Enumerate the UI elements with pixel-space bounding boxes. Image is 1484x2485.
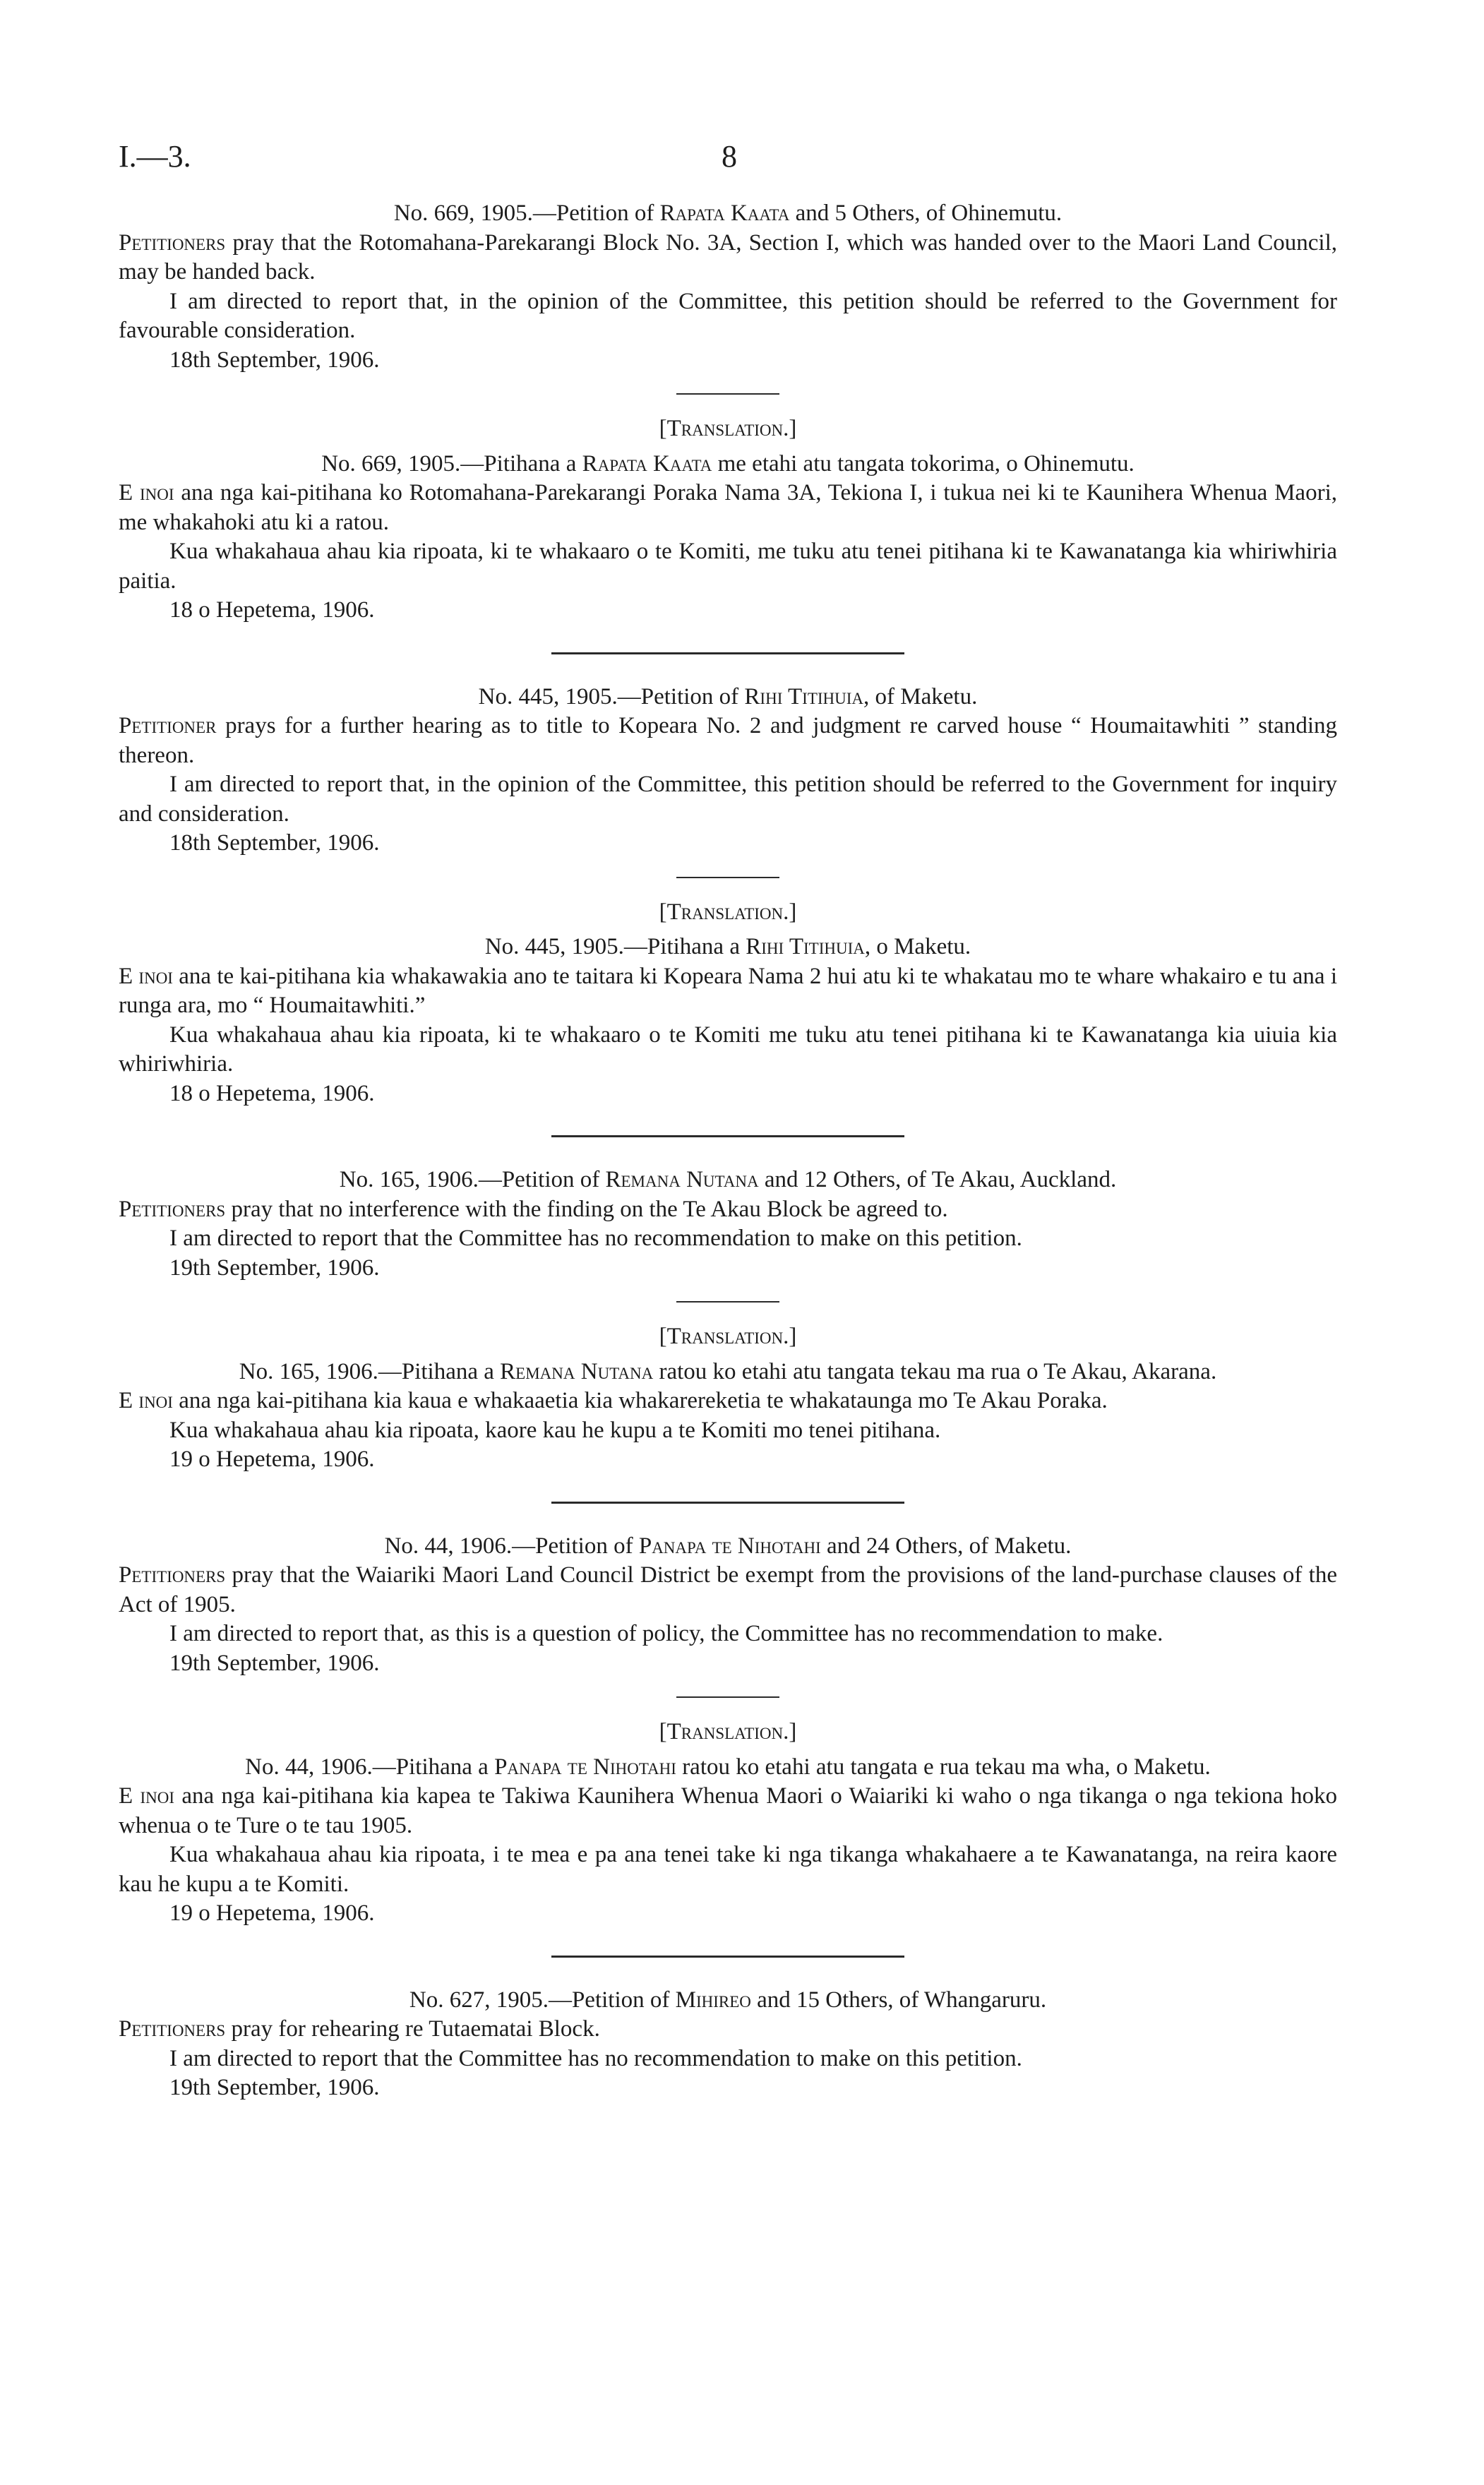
page-number: 8	[722, 139, 737, 174]
translation-prayer: E inoi ana nga kai-pitihana kia kapea te Takiwa Kaunihera Whenua Maori o Waiariki ki waho o nga tikanga o nga tekiona hoko whenua o te Ture o te tau 1905.	[119, 1783, 1337, 1838]
petition-prayer: Petitioners pray for rehearing re Tutaematai Block.	[119, 2016, 600, 2042]
petition-heading: No. 627, 1905.—Petition of Mihireo and 15 Others, of Whangaruru.	[409, 1987, 1047, 2013]
translation-heading: No. 165, 1906.—Pitihana a Remana Nutana ratou ko etahi atu tangata tekau ma rua o Te Akau, Akarana.	[239, 1358, 1217, 1384]
petition-44-section	[119, 1532, 1337, 1929]
translation-date: 18 o Hepetema, 1906.	[169, 597, 375, 623]
report-date: 19th September, 1906.	[169, 1650, 380, 1676]
translation-label: [Translation.]	[659, 899, 797, 925]
translation-prayer: E inoi ana nga kai-pitihana ko Rotomahana-Parekarangi Poraka Nama 3A, Tekiona I, i tukua nei ki te Kaunihera Whenua Maori, me whakahoki atu ki a ratou.	[119, 480, 1337, 535]
report-date: 19th September, 1906.	[169, 2075, 380, 2100]
short-divider	[676, 1696, 779, 1698]
section-divider	[551, 652, 904, 654]
paper-reference: I.—3.	[119, 139, 191, 174]
translation-heading: No. 445, 1905.—Pitihana a Rihi Titihuia, o Maketu.	[484, 934, 971, 959]
committee-report: I am directed to report that, as this is a question of policy, the Committee has no recommendation to make.	[169, 1621, 1163, 1646]
translation-report: Kua whakahaua ahau kia ripoata, i te mea e pa ana tenei take ki nga tikanga whakahaere a te Kawanatanga, na reira kaore kau he kupu a te Komiti.	[119, 1842, 1337, 1897]
translation-report: Kua whakahaua ahau kia ripoata, ki te whakaaro o te Komiti me tuku atu tenei pitihana ki te Kawanatanga kia uiuia kia whiriwhiria.	[119, 1022, 1337, 1077]
petition-heading: No. 669, 1905.—Petition of Rapata Kaata and 5 Others, of Ohinemutu.	[393, 200, 1063, 226]
translation-prayer: E inoi ana te kai-pitihana kia whakawakia ano te taitara ki Kopeara Nama 2 hui atu ki te whakatau mo te whare whakairo e tu ana i runga ara, mo “ Houmaitawhiti.”	[119, 963, 1338, 1018]
translation-heading: No. 44, 1906.—Pitihana a Panapa te Nihotahi ratou ko etahi atu tangata e rua tekau ma wha, o Maketu.	[245, 1754, 1211, 1780]
petitions-content	[119, 199, 1337, 2103]
short-divider	[676, 877, 779, 878]
petition-627-section	[119, 1986, 1337, 2103]
section-divider	[551, 1135, 904, 1137]
report-date: 19th September, 1906.	[169, 1255, 380, 1281]
committee-report: I am directed to report that, in the opinion of the Committee, this petition should be referred to the Government for inquiry and consideration.	[119, 772, 1337, 827]
translation-label: [Translation.]	[659, 416, 797, 441]
short-divider	[676, 1301, 779, 1303]
report-date: 18th September, 1906.	[169, 347, 380, 373]
translation-date: 18 o Hepetema, 1906.	[169, 1080, 375, 1106]
petition-heading: No. 165, 1906.—Petition of Remana Nutana and 12 Others, of Te Akau, Auckland.	[339, 1167, 1117, 1192]
committee-report: I am directed to report that the Committee has no recommendation to make on this petition.	[169, 2045, 1022, 2071]
translation-heading: No. 669, 1905.—Pitihana a Rapata Kaata me etahi atu tangata tokorima, o Ohinemutu.	[321, 450, 1135, 477]
section-divider	[551, 1956, 904, 1958]
short-divider	[676, 393, 779, 395]
petition-669-section	[119, 199, 1337, 625]
petition-prayer: Petitioners pray that no interference with the finding on the Te Akau Block be agreed to.	[119, 1196, 948, 1222]
translation-label: [Translation.]	[659, 1324, 797, 1349]
section-divider	[551, 1502, 904, 1504]
petition-445-section	[119, 683, 1337, 1109]
translation-report: Kua whakahaua ahau kia ripoata, kaore kau he kupu a te Komiti mo tenei pitihana.	[169, 1417, 941, 1443]
translation-report: Kua whakahaua ahau kia ripoata, ki te whakaaro o te Komiti, me tuku atu tenei pitihana ki te Kawanatanga kia whiriwhiria paitia.	[119, 539, 1337, 594]
committee-report: I am directed to report that the Committee has no recommendation to make on this petition.	[169, 1226, 1022, 1251]
petition-prayer: Petitioners pray that the Waiariki Maori Land Council District be exempt from the provisions of the land-purchase clauses of the Act of 1905.	[119, 1562, 1337, 1617]
petition-heading: No. 44, 1906.—Petition of Panapa te Nihotahi and 24 Others, of Maketu.	[384, 1533, 1072, 1559]
petition-prayer: Petitioner prays for a further hearing as to title to Kopeara No. 2 and judgment re carved house “ Houmaitawhiti ” standing thereon.	[119, 713, 1337, 768]
translation-date: 19 o Hepetema, 1906.	[169, 1900, 375, 1926]
committee-report: I am directed to report that, in the opinion of the Committee, this petition should be referred to the Government for favourable consideration.	[119, 288, 1337, 343]
petition-165-section	[119, 1166, 1337, 1475]
petition-prayer: Petitioners pray that the Rotomahana-Parekarangi Block No. 3A, Section I, which was handed over to the Maori Land Council, may be handed back.	[119, 229, 1337, 285]
translation-label: [Translation.]	[659, 1719, 797, 1744]
translation-prayer: E inoi ana nga kai-pitihana kia kaua e whakaaetia kia whakarereketia te whakataunga mo Te Akau Poraka.	[119, 1388, 1108, 1413]
report-date: 18th September, 1906.	[169, 830, 380, 856]
translation-date: 19 o Hepetema, 1906.	[169, 1447, 375, 1472]
petition-heading: No. 445, 1905.—Petition of Rihi Titihuia, of Maketu.	[478, 683, 978, 709]
